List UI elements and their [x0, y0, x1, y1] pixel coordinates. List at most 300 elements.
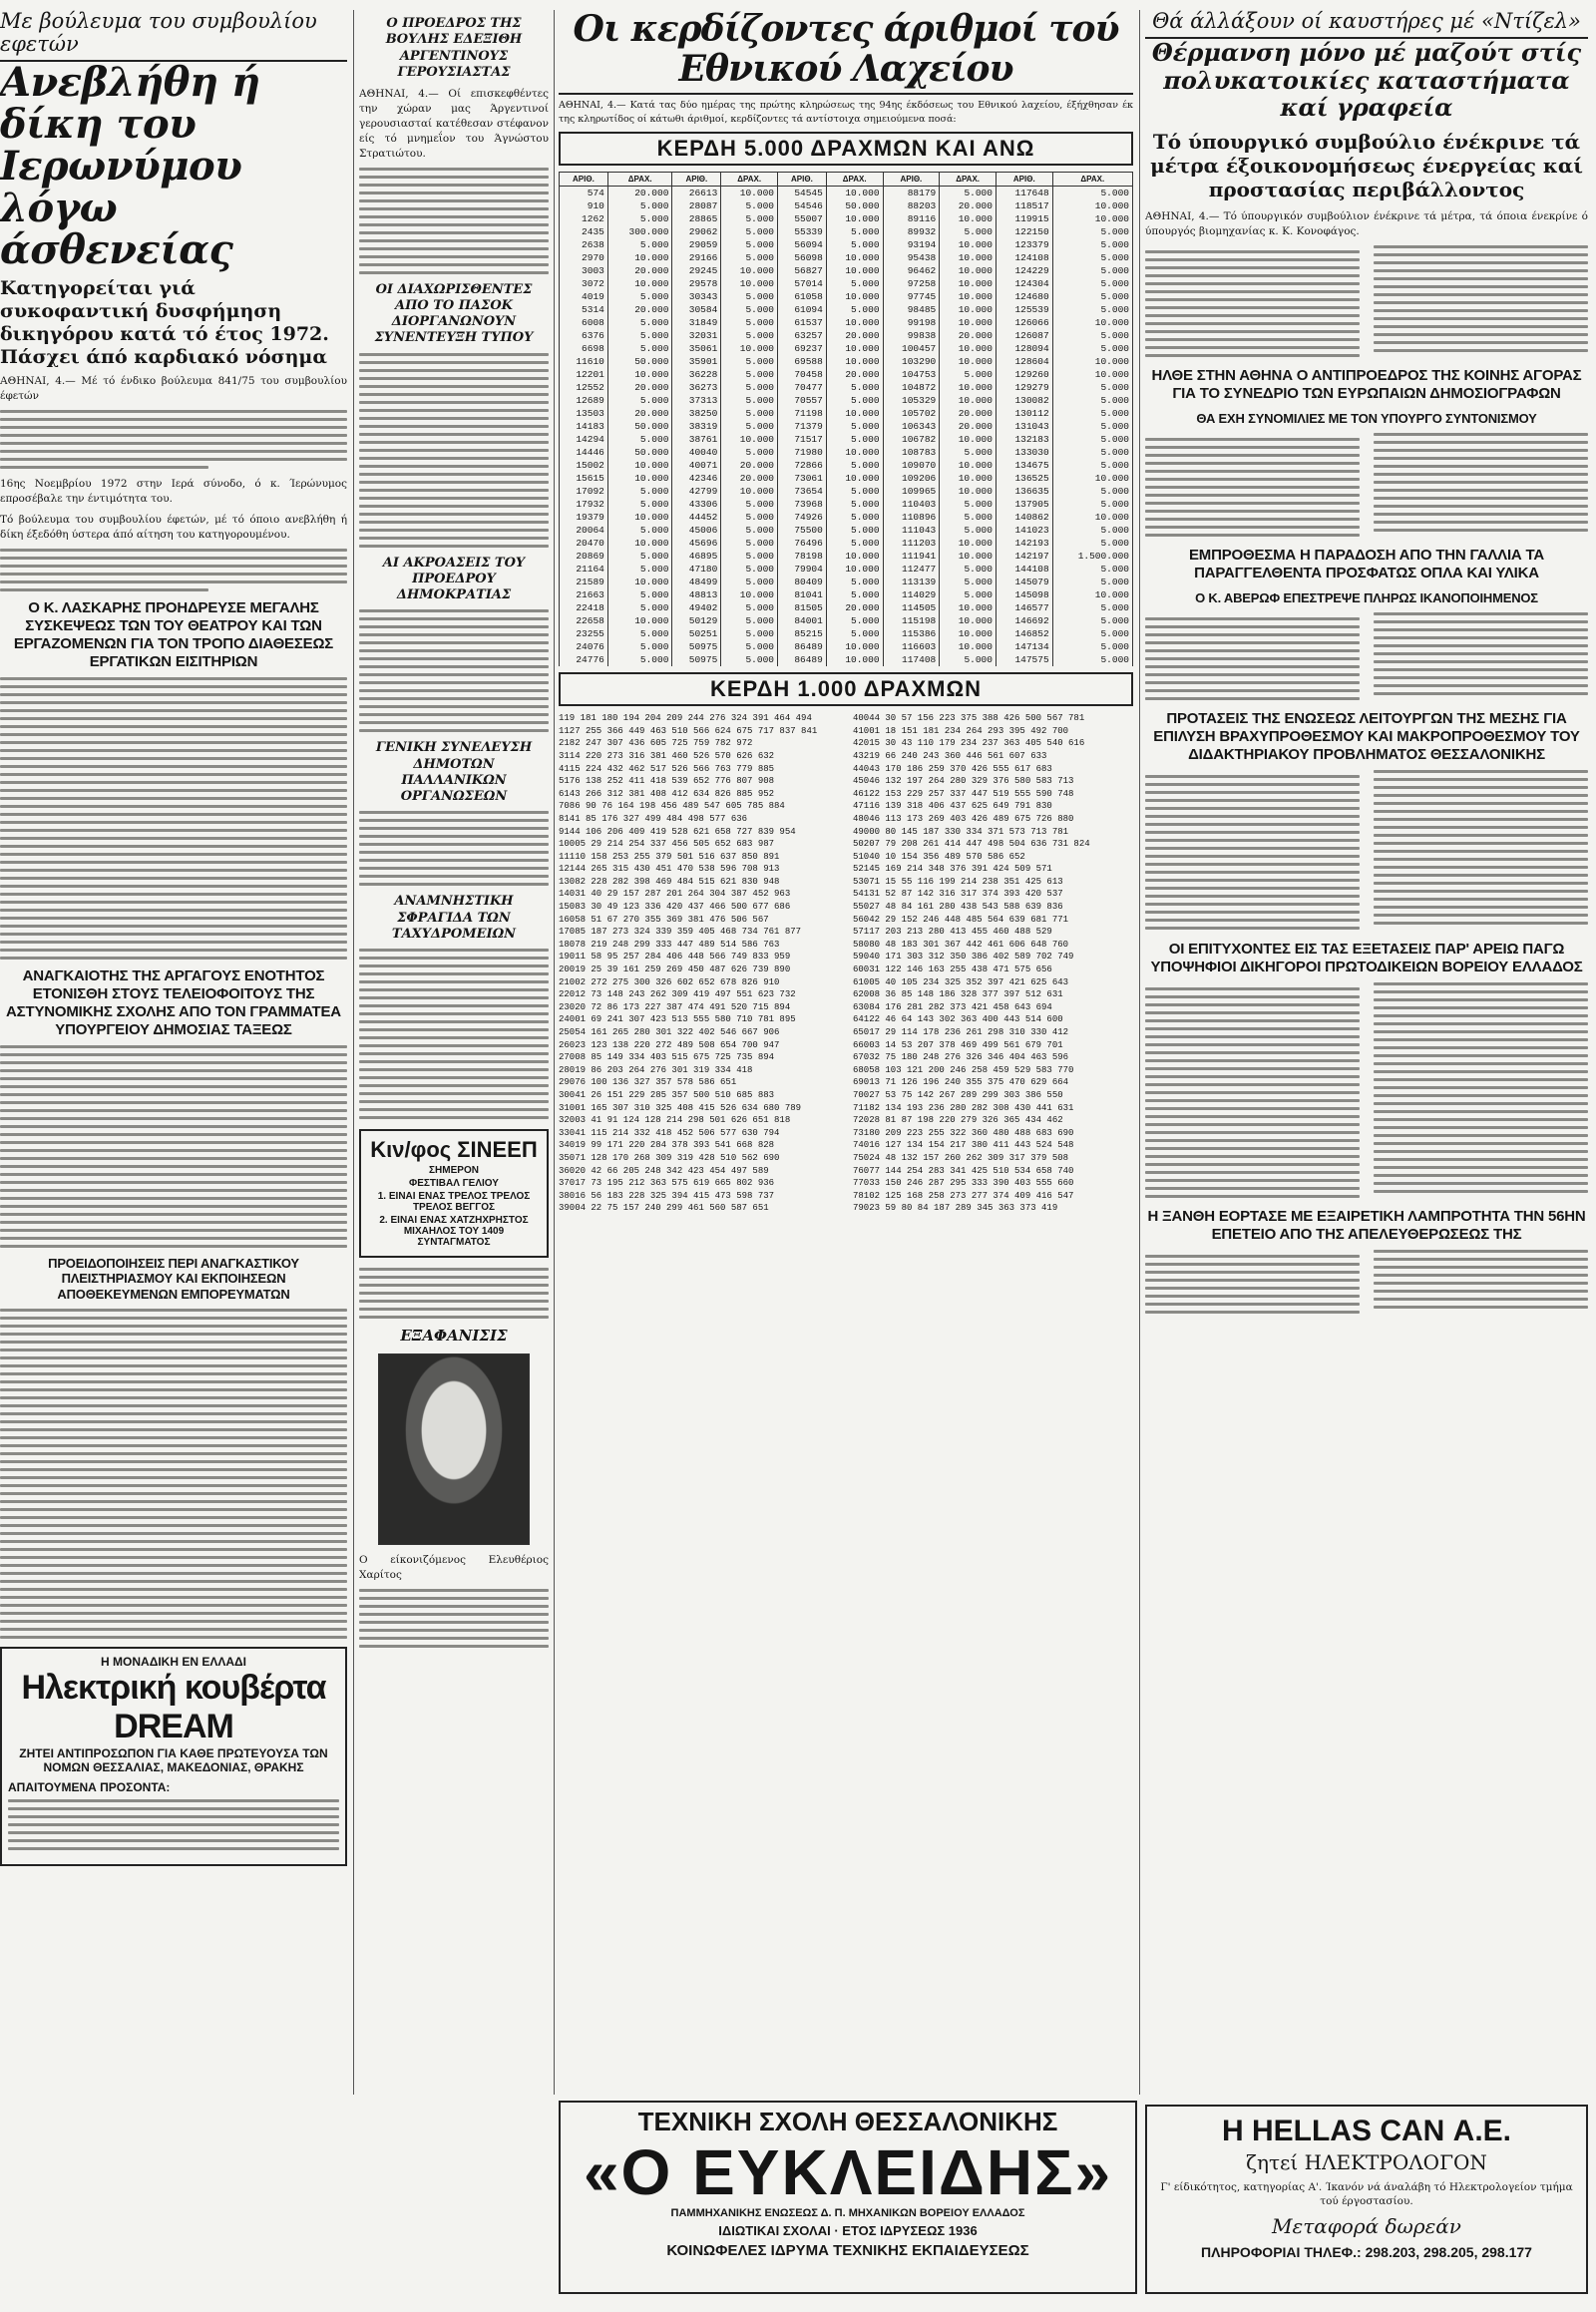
prize-amount: 5.000: [940, 368, 997, 381]
prize-amount: 5.000: [721, 653, 778, 666]
text-block: [0, 677, 347, 960]
number-line: 74016 127 134 154 217 380 411 443 524 548: [853, 1140, 1074, 1151]
text-block: [1145, 982, 1588, 1201]
ticket-number: 14183: [560, 420, 608, 433]
ticket-number: 69588: [777, 355, 826, 368]
ticket-number: 104753: [883, 368, 940, 381]
ticket-number: 30584: [672, 303, 721, 316]
prize-amount: 10.000: [1052, 355, 1132, 368]
ticket-number: 116603: [883, 640, 940, 653]
prize-amount: 10.000: [721, 187, 778, 200]
prize-amount: 10.000: [940, 459, 997, 472]
table-row: [560, 485, 1133, 498]
prize-amount: 20.000: [940, 407, 997, 420]
prize-amount: 10.000: [940, 381, 997, 394]
ticket-number: 21663: [560, 588, 608, 601]
ticket-number: 113139: [883, 576, 940, 588]
table-row: [560, 640, 1133, 653]
prize-amount: 10.000: [826, 251, 883, 264]
number-line: 31001 165 307 310 325 408 415 526 634 680 789: [559, 1102, 802, 1113]
prize-amount: 5.000: [826, 485, 883, 498]
ticket-number: 71379: [777, 420, 826, 433]
prize-amount: 5.000: [607, 238, 672, 251]
prize-amount: 10.000: [826, 212, 883, 225]
prize-amount: 5.000: [607, 550, 672, 563]
table-row: [560, 303, 1133, 316]
ticket-number: 85215: [777, 627, 826, 640]
prize-amount: 5.000: [1052, 576, 1132, 588]
prize-amount: 20.000: [826, 601, 883, 614]
col4-story3-sub: Ο Κ. ΑΒΕΡΩΦ ΕΠΕΣΤΡΕΨΕ ΠΛΗΡΩΣ ΙΚΑΝΟΠΟΙΗΜΕΝΟΣ: [1195, 590, 1538, 606]
prize-amount: 5.000: [607, 212, 672, 225]
ticket-number: 1262: [560, 212, 608, 225]
ticket-number: 5314: [560, 303, 608, 316]
col1-headline: Ανεβλήθη ή δίκη του Ιερωνύμου λόγω άσθενείας: [0, 59, 260, 274]
col4-story3-head: ΕΜΠΡΟΘΕΣΜΑ Η ΠΑΡΑΔΟΣΗ ΑΠΟ ΤΗΝ ΓΑΛΛΙΑ ΤΑ ΠΑΡΑΓΓΕΛΘΕΝΤΑ ΠΡΟΣΦΑΤΩΣ ΟΠΛΑ ΚΑΙ ΥΛΙΚΑ: [1188, 547, 1545, 582]
euclid-school-ad: [559, 2101, 1137, 2294]
ticket-number: 26613: [672, 187, 721, 200]
prize-amount: 20.000: [826, 368, 883, 381]
table-row: [560, 394, 1133, 407]
number-line: 36020 42 66 205 248 342 423 454 497 589: [559, 1165, 769, 1176]
prize-amount: 10.000: [721, 342, 778, 355]
number-line: 16058 51 67 270 355 369 381 476 506 567: [559, 914, 769, 925]
prize-amount: 20.000: [607, 381, 672, 394]
ticket-number: 44452: [672, 511, 721, 524]
ticket-number: 132183: [996, 433, 1052, 446]
number-line: 43219 66 240 243 360 446 561 607 633: [853, 750, 1047, 761]
prize-amount: 5.000: [607, 498, 672, 511]
column-1: [0, 10, 347, 2300]
prize-amount: 5.000: [721, 238, 778, 251]
col1-subhead: Κατηγορείται γιά συκοφαντική δυσφήμηση δικηγόρου κατά τό έτος 1972. Πάσχει άπό καρδιακό νόσημα: [0, 277, 329, 368]
ticket-number: 134675: [996, 459, 1052, 472]
prize-amount: 5.000: [1052, 653, 1132, 666]
ticket-number: 35901: [672, 355, 721, 368]
number-line: 61005 40 105 234 325 352 397 421 625 643: [853, 976, 1069, 987]
number-line: 119 181 180 194 204 209 244 276 324 391 464 494: [559, 713, 812, 724]
ticket-number: 88179: [883, 187, 940, 200]
table-row: [560, 225, 1133, 238]
table-row: [560, 446, 1133, 459]
prize-amount: 5.000: [721, 446, 778, 459]
prize-amount: 5.000: [721, 329, 778, 342]
ticket-number: 96462: [883, 264, 940, 277]
ticket-number: 70477: [777, 381, 826, 394]
ticket-number: 61094: [777, 303, 826, 316]
prize-amount: 10.000: [721, 433, 778, 446]
prize-amount: 5.000: [607, 640, 672, 653]
number-line: 75024 48 132 157 260 262 309 317 379 508: [853, 1152, 1069, 1163]
prize-amount: 5.000: [826, 511, 883, 524]
ticket-number: 81505: [777, 601, 826, 614]
prize-amount: 5.000: [826, 498, 883, 511]
ticket-number: 36273: [672, 381, 721, 394]
ticket-number: 73061: [777, 472, 826, 485]
table-row: [560, 381, 1133, 394]
ticket-number: 6698: [560, 342, 608, 355]
prize-amount: 10.000: [940, 485, 997, 498]
prize-amount: 5.000: [1052, 601, 1132, 614]
prize-amount: 5.000: [826, 303, 883, 316]
prize-amount: 5.000: [607, 199, 672, 212]
ticket-number: 125539: [996, 303, 1052, 316]
number-line: 40044 30 57 156 223 375 388 426 500 567 781: [853, 713, 1085, 724]
number-line: 63084 176 281 282 373 421 458 643 694: [853, 1001, 1052, 1012]
ticket-number: 130112: [996, 407, 1052, 420]
text-block: [1145, 1250, 1588, 1317]
table-row: [560, 368, 1133, 381]
hellas-transport: Μεταφορά δωρεάν: [1272, 2214, 1461, 2239]
prize-amount: 5.000: [1052, 303, 1132, 316]
prize-amount: 5.000: [721, 627, 778, 640]
table-row: [560, 588, 1133, 601]
ticket-number: 40040: [672, 446, 721, 459]
prize-amount: 5.000: [1052, 433, 1132, 446]
number-line: 11110 158 253 255 379 501 516 637 850 891: [559, 851, 780, 862]
cinema-title: Κιν/φος ΣΙΝΕΕΠ: [370, 1137, 538, 1163]
prize-amount: 10.000: [940, 238, 997, 251]
ticket-number: 55339: [777, 225, 826, 238]
missing-person-head: ΕΞΑΦΑΝΙΣΙΣ: [400, 1327, 508, 1346]
number-line: 46122 153 229 257 337 447 519 555 590 748: [853, 788, 1074, 799]
lottery-col-header: ΔΡΑΧ.: [940, 173, 997, 187]
prize-amount: 10.000: [607, 277, 672, 290]
prize-amount: 5.000: [1052, 342, 1132, 355]
prize-amount: 10.000: [1052, 212, 1132, 225]
prize-amount: 10.000: [826, 653, 883, 666]
ticket-number: 38319: [672, 420, 721, 433]
ticket-number: 14294: [560, 433, 608, 446]
ticket-number: 128604: [996, 355, 1052, 368]
prize-amount: 5.000: [721, 355, 778, 368]
number-line: 56042 29 152 246 448 485 564 639 681 771: [853, 914, 1069, 925]
number-line: 20019 25 39 161 259 269 450 487 626 739 890: [559, 964, 791, 975]
number-line: 28019 86 203 264 276 301 319 334 418: [559, 1064, 753, 1075]
prize-amount: 10.000: [940, 537, 997, 550]
ad-line2: ΖΗΤΕΙ ΑΝΤΙΠΡΟΣΩΠΟΝ ΓΙΑ ΚΑΘΕ ΠΡΩΤΕΥΟΥΣΑ ΤΩΝ ΝΟΜΩΝ ΘΕΣΣΑΛΙΑΣ, ΜΑΚΕΔΟΝΙΑΣ, ΘΡΑΚΗΣ: [19, 1745, 328, 1774]
prize-amount: 5.000: [721, 251, 778, 264]
ad-brand: Ηλεκτρική κουβέρτα DREAM: [21, 1668, 326, 1745]
prize-amount: 5.000: [607, 485, 672, 498]
ticket-number: 43306: [672, 498, 721, 511]
table-row: [560, 251, 1133, 264]
ticket-number: 22658: [560, 614, 608, 627]
prize-amount: 5.000: [607, 394, 672, 407]
ticket-number: 29578: [672, 277, 721, 290]
prize-amount: 10.000: [1052, 588, 1132, 601]
prize-amount: 20.000: [607, 303, 672, 316]
col2-story1-lead: ΑΘΗΝΑΙ, 4.— Οί επισκεφθέντες την χώραν μας Άργεντινοί γερουσιασταί κατέθεσαν στέφανον είς τό μνημεΐον του Άγνώστου Στρατιώτου.: [359, 88, 549, 160]
prize-amount: 5.000: [940, 446, 997, 459]
prize-amount: 10.000: [826, 290, 883, 303]
number-line: 52145 169 214 348 376 391 424 509 571: [853, 864, 1052, 875]
hellas-name: Η HELLAS CAN Α.Ε.: [1221, 2115, 1511, 2147]
prize-amount: 5.000: [607, 627, 672, 640]
ticket-number: 2435: [560, 225, 608, 238]
col1-story3-head: ΑΝΑΓΚΑΙΟΤΗΣ ΤΗΣ ΑΡΓΑΓΟΥΣ ΕΝΟΤΗΤΟΣ ΕΤΟΝΙΣΘΗ ΣΤΟΥΣ ΤΕΛΕΙΟΦΟΙΤΟΥΣ ΤΗΣ ΑΣΤΥΝΟΜΙΚΗΣ ΣΧΟΛΗΣ ΑΠΟ ΤΟΝ ΓΡΑΜΜΑΤΕΑ ΥΠΟΥΡΓΕΙΟΥ ΔΗΜΟΣΙΑΣ ΤΑΞΕΩΣ: [6, 966, 341, 1038]
prize-amount: 10.000: [1052, 368, 1132, 381]
prize-amount: 5.000: [826, 627, 883, 640]
col2-story4-head: ΓΕΝΙΚΗ ΣΥΝΕΛΕΥΣΗ ΔΗΜΟΤΩΝ ΠΑΛΛΑΝΙΚΩΝ ΟΡΓΑΝΩΣΕΩΝ: [375, 740, 533, 805]
prize-amount: 5.000: [607, 653, 672, 666]
ticket-number: 115198: [883, 614, 940, 627]
lottery-col-header: ΑΡΙΘ.: [883, 173, 940, 187]
prize-amount: 5.000: [721, 407, 778, 420]
number-line: 22012 73 148 243 262 309 419 497 551 623 732: [559, 989, 796, 1000]
prize-amount: 10.000: [826, 407, 883, 420]
missing-person-caption: Ο είκονιζόμενος Ελευθέριος Χαρίτος: [359, 1553, 549, 1581]
number-line: 64122 46 64 143 302 363 400 443 514 600: [853, 1014, 1063, 1025]
number-line: 32003 41 91 124 128 214 298 501 626 651 818: [559, 1115, 791, 1126]
number-line: 24001 69 241 307 423 513 555 580 710 781 895: [559, 1014, 796, 1025]
table-row: [560, 627, 1133, 640]
cinema-line4: 2. ΕΙΝΑΙ ΕΝΑΣ ΧΑΤΖΗΧΡΗΣΤΟΣ ΜΙΧΑΗΛΟΣ ΤΟΥ 1409 ΣΥΝΤΑΓΜΑΤΟΣ: [379, 1215, 529, 1249]
ticket-number: 15002: [560, 459, 608, 472]
number-line: 76077 144 254 283 341 425 510 534 658 740: [853, 1165, 1074, 1176]
ticket-number: 86489: [777, 640, 826, 653]
ticket-number: 2638: [560, 238, 608, 251]
ticket-number: 115386: [883, 627, 940, 640]
number-line: 60031 122 146 163 255 438 471 575 656: [853, 964, 1052, 975]
ticket-number: 111203: [883, 537, 940, 550]
prize-amount: 5.000: [1052, 394, 1132, 407]
table-row: [560, 472, 1133, 485]
text-block: [359, 811, 549, 886]
prize-amount: 5.000: [721, 601, 778, 614]
ticket-number: 55007: [777, 212, 826, 225]
prize-amount: 300.000: [607, 225, 672, 238]
ticket-number: 131043: [996, 420, 1052, 433]
prize-amount: 5.000: [940, 588, 997, 601]
ticket-number: 109070: [883, 459, 940, 472]
ticket-number: 4019: [560, 290, 608, 303]
prize-amount: 20.000: [940, 329, 997, 342]
prize-amount: 5.000: [607, 342, 672, 355]
ticket-number: 106782: [883, 433, 940, 446]
number-line: 29076 100 136 327 357 578 586 651: [559, 1077, 737, 1088]
ticket-number: 54545: [777, 187, 826, 200]
number-line: 33041 115 214 332 418 452 506 577 630 794: [559, 1127, 780, 1138]
col4-headline: Θέρμανση μόνο μέ μαζούτ στίς πολυκατοικίες καταστήματα καί γραφεία: [1151, 38, 1582, 123]
prize-amount: 20.000: [721, 472, 778, 485]
col2-story1-head: Ο ΠΡΟΕΔΡΟΣ ΤΗΣ ΒΟΥΛΗΣ ΕΔΕΞΙΘΗ ΑΡΓΕΝΤΙΝΟΥΣ ΓΕΡΟΥΣΙΑΣΤΑΣ: [385, 16, 523, 80]
prize-amount: 10.000: [940, 550, 997, 563]
number-line: 39004 22 75 157 240 299 461 560 587 651: [559, 1203, 769, 1214]
prize-amount: 10.000: [826, 355, 883, 368]
number-line: 71182 134 193 236 280 282 308 430 441 631: [853, 1102, 1074, 1113]
number-line: 34019 99 171 220 284 378 393 541 668 828: [559, 1140, 775, 1151]
ticket-number: 6008: [560, 316, 608, 329]
prize-amount: 10.000: [940, 212, 997, 225]
text-block: [359, 609, 549, 732]
ticket-number: 98485: [883, 303, 940, 316]
prize-amount: 10.000: [1052, 199, 1132, 212]
ticket-number: 124108: [996, 251, 1052, 264]
prize-amount: 5.000: [1052, 381, 1132, 394]
prize-amount: 10.000: [940, 303, 997, 316]
ticket-number: 56094: [777, 238, 826, 251]
prize-amount: 10.000: [826, 550, 883, 563]
prize-amount: 5.000: [721, 563, 778, 576]
lottery-title: Οι κερδίζοντες άριθμοί τού Εθνικού Λαχείου: [559, 10, 1133, 95]
table-row: [560, 277, 1133, 290]
number-line: 66003 14 53 207 378 469 499 561 679 701: [853, 1039, 1063, 1050]
ticket-number: 2970: [560, 251, 608, 264]
col4-lead: ΑΘΗΝΑΙ, 4.— Τό ύπουργικόν συμβούλιον ένέκρινε τά μέτρα, τά όποια ένεκρίνε ό ύπουργός βιομηχανίας κ. Κ. Κονοφάγος.: [1145, 209, 1588, 237]
column-rule: [554, 10, 555, 2095]
col4-story6-head: Η ΞΑΝΘΗ ΕΟΡΤΑΣΕ ΜΕ ΕΞΑΙΡΕΤΙΚΗ ΛΑΜΠΡΟΤΗΤΑ ΤΗΝ 56ΗΝ ΕΠΕΤΕΙΟ ΑΠΟ ΤΗΣ ΑΠΕΛΕΥΘΕΡΩΣΕΩΣ ΤΗΣ: [1147, 1208, 1586, 1244]
prize-amount: 5.000: [721, 225, 778, 238]
table-row: [560, 329, 1133, 342]
table-row: [560, 187, 1133, 200]
prize-amount: 10.000: [940, 627, 997, 640]
ticket-number: 38761: [672, 433, 721, 446]
ticket-number: 142197: [996, 550, 1052, 563]
ticket-number: 79904: [777, 563, 826, 576]
ticket-number: 14446: [560, 446, 608, 459]
prize-amount: 10.000: [826, 264, 883, 277]
ticket-number: 40071: [672, 459, 721, 472]
table-row: [560, 264, 1133, 277]
number-line: 68058 103 121 200 246 258 459 529 583 770: [853, 1064, 1074, 1075]
text-block: [1145, 433, 1588, 540]
col4-story2-head: ΗΛΘΕ ΣΤΗΝ ΑΘΗΝΑ Ο ΑΝΤΙΠΡΟΕΔΡΟΣ ΤΗΣ ΚΟΙΝΗΣ ΑΓΟΡΑΣ ΓΙΑ ΤΟ ΣΥΝΕΔΡΙΟ ΤΩΝ ΕΥΡΩΠΑΙΩΝ ΔΗΜΟΣΙΟΓΡΑΦΩΝ: [1151, 367, 1582, 403]
column-rule: [1139, 10, 1140, 2095]
ticket-number: 29245: [672, 264, 721, 277]
table-row: [560, 653, 1133, 666]
prize-amount: 5.000: [607, 588, 672, 601]
ticket-number: 42346: [672, 472, 721, 485]
column-4: [1145, 10, 1588, 2095]
ticket-number: 118517: [996, 199, 1052, 212]
number-line: 18078 219 248 299 333 447 489 514 586 763: [559, 939, 780, 950]
table-row: [560, 524, 1133, 537]
ticket-number: 49402: [672, 601, 721, 614]
column-3-lottery: [559, 10, 1133, 2095]
ticket-number: 129279: [996, 381, 1052, 394]
ticket-number: 45006: [672, 524, 721, 537]
ticket-number: 130082: [996, 394, 1052, 407]
ticket-number: 104872: [883, 381, 940, 394]
ticket-number: 141023: [996, 524, 1052, 537]
prize-amount: 50.000: [826, 199, 883, 212]
ticket-number: 69237: [777, 342, 826, 355]
ticket-number: 35061: [672, 342, 721, 355]
prize-amount: 5.000: [826, 225, 883, 238]
number-line: 67032 75 180 248 276 326 346 404 463 596: [853, 1052, 1069, 1063]
ticket-number: 75500: [777, 524, 826, 537]
number-line: 23020 72 86 173 227 387 474 491 520 715 894: [559, 1001, 791, 1012]
ticket-number: 72866: [777, 459, 826, 472]
number-line: 35071 128 170 268 309 319 428 510 562 690: [559, 1152, 780, 1163]
prize-amount: 5.000: [1052, 187, 1132, 200]
prize-amount: 5.000: [826, 394, 883, 407]
ticket-number: 99198: [883, 316, 940, 329]
ticket-number: 24076: [560, 640, 608, 653]
number-line: 53071 15 55 116 199 214 238 351 425 613: [853, 876, 1063, 887]
ticket-number: 31849: [672, 316, 721, 329]
table-row: [560, 498, 1133, 511]
number-line: 70027 53 75 142 267 289 299 303 386 550: [853, 1089, 1063, 1100]
number-line: 6143 266 312 381 408 412 634 826 885 952: [559, 788, 775, 799]
col1-story4-head: ΠΡΟΕΙΔΟΠΟΙΗΣΕΙΣ ΠΕΡΙ ΑΝΑΓΚΑΣΤΙΚΟΥ ΠΛΕΙΣΤΗΡΙΑΣΜΟΥ ΚΑΙ ΕΚΠΟΙΗΣΕΩΝ ΑΠΟΘΕΚΕΥΜΕΝΩΝ ΕΜΠΟΡΕΥΜΑΤΩΝ: [48, 1255, 299, 1302]
number-line: 47116 139 318 406 437 625 649 791 830: [853, 801, 1052, 812]
prize-amount: 10.000: [940, 290, 997, 303]
ticket-number: 37313: [672, 394, 721, 407]
ticket-number: 71517: [777, 433, 826, 446]
prize-amount: 10.000: [826, 187, 883, 200]
ticket-number: 19379: [560, 511, 608, 524]
text-block: [1145, 245, 1588, 360]
table-row: [560, 614, 1133, 627]
ticket-number: 76496: [777, 537, 826, 550]
ticket-number: 73654: [777, 485, 826, 498]
prize-amount: 5.000: [721, 498, 778, 511]
prize-amount: 5.000: [826, 238, 883, 251]
ticket-number: 136635: [996, 485, 1052, 498]
prize-amount: 5.000: [826, 614, 883, 627]
prize-amount: 5.000: [721, 511, 778, 524]
prize-amount: 10.000: [607, 511, 672, 524]
ticket-number: 110896: [883, 511, 940, 524]
prize-amount: 10.000: [940, 394, 997, 407]
ticket-number: 30343: [672, 290, 721, 303]
number-line: 15083 30 49 123 336 420 437 466 500 677 686: [559, 902, 791, 913]
prize-amount: 50.000: [607, 355, 672, 368]
ticket-number: 50251: [672, 627, 721, 640]
ticket-number: 89932: [883, 225, 940, 238]
cinema-line2: ΦΕΣΤΙΒΑΛ ΓΕΛΙΟΥ: [409, 1178, 499, 1190]
ticket-number: 97258: [883, 277, 940, 290]
ticket-number: 50129: [672, 614, 721, 627]
prize-amount: 20.000: [607, 264, 672, 277]
table-row: [560, 238, 1133, 251]
table-row: [560, 601, 1133, 614]
ticket-number: 126087: [996, 329, 1052, 342]
hellas-wants: ζητεί ΗΛΕΚΤΡΟΛΟΓΟΝ: [1246, 2150, 1487, 2174]
prize-amount: 5.000: [826, 537, 883, 550]
school-line1: ΤΕΧΝΙΚΗ ΣΧΟΛΗ ΘΕΣΣΑΛΟΝΙΚΗΣ: [637, 2107, 1058, 2136]
ad-line3: ΑΠΑΙΤΟΥΜΕΝΑ ΠΡΟΣΟΝΤΑ:: [8, 1779, 171, 1794]
prize-amount: 5.000: [940, 524, 997, 537]
prize-amount: 10.000: [1052, 472, 1132, 485]
prize-amount: 10.000: [826, 563, 883, 576]
ticket-number: 105702: [883, 407, 940, 420]
number-line: 10005 29 214 254 337 456 505 652 683 987: [559, 839, 775, 850]
ticket-number: 3072: [560, 277, 608, 290]
table-row: [560, 212, 1133, 225]
col1-lead2: 16ης Νοεμβρίου 1972 στην Ιερά σύνοδο, ό κ. Ίερώνυμος επροσέβαλε την έντιμότητα του.: [0, 478, 347, 506]
hellas-can-ad: [1145, 2105, 1588, 2294]
prize-amount: 10.000: [940, 614, 997, 627]
prize-amount: 50.000: [607, 420, 672, 433]
text-block: [0, 1045, 347, 1248]
ticket-number: 128094: [996, 342, 1052, 355]
ticket-number: 99838: [883, 329, 940, 342]
ticket-number: 21164: [560, 563, 608, 576]
table-row: [560, 459, 1133, 472]
prize-amount: 5.000: [1052, 407, 1132, 420]
prize-amount: 5.000: [607, 524, 672, 537]
number-line: 3114 220 273 316 381 460 526 570 626 632: [559, 750, 775, 761]
prize-amount: 10.000: [940, 601, 997, 614]
number-line: 37017 73 195 212 363 575 619 665 802 936: [559, 1178, 775, 1189]
prize-amount: 10.000: [940, 316, 997, 329]
ticket-number: 145098: [996, 588, 1052, 601]
ticket-number: 63257: [777, 329, 826, 342]
table-row: [560, 407, 1133, 420]
